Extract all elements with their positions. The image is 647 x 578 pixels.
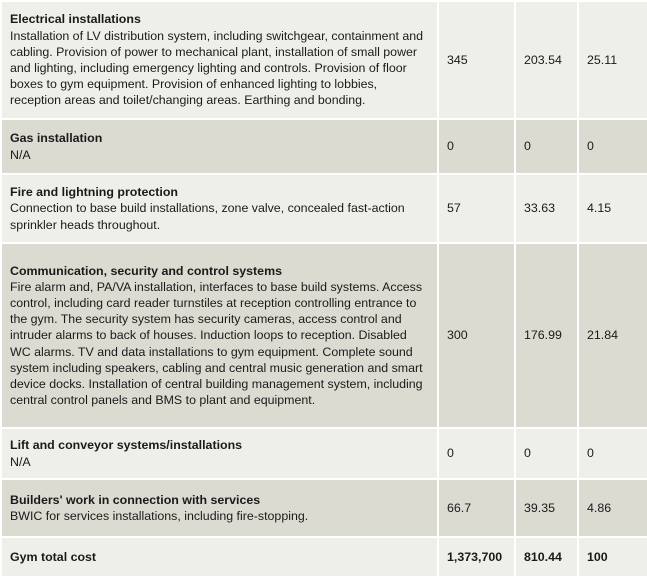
percent-cell: 25.11 [578,1,647,119]
row-description: BWIC for services installations, including fire-stopping. [10,509,309,523]
row-description-cell [1,428,438,479]
row-description-cell [1,479,438,537]
total-row [1,537,647,577]
percent-cell: 4.86 [578,479,647,537]
value-cell: 203.54 [515,1,578,119]
row-description-cell [1,119,438,174]
row-title: Communication, security and control systems [10,263,282,278]
table-row [1,243,647,428]
total-label: Gym total cost [1,537,438,577]
value-cell: 300 [438,243,515,428]
percent-cell: 21.84 [578,243,647,428]
value-cell: 345 [438,1,515,119]
value-cell: 39.35 [515,479,578,537]
row-description: Fire alarm and, PA/VA installation, interfaces to base build systems. Access control, including card reader turnstiles at reception controlling entrance to the gym. The security system has security cameras, access control and intruder alarms to back of houses. Induction loops to reception. Disabled WC alarms. TV and data installations to gym equipment. Complete sound system including speakers, cabling and central music generation and smart device docks. Installation of central building management system, including central control panels and BMS to plant and equipment. [10,279,423,408]
percent-cell: 0 [578,428,647,479]
row-description: Connection to base build installations, zone valve, concealed fast-action sprinkler heads throughout. [10,201,405,232]
value-cell: 0 [438,428,515,479]
row-description-cell [1,243,438,428]
row-title: Lift and conveyor systems/installations [10,438,243,453]
table-row [1,479,647,537]
total-percent-cell: 100 [578,537,647,577]
percent-cell: 4.15 [578,174,647,243]
table-row [1,174,647,243]
total-value-cell: 810.44 [515,537,578,577]
value-cell: 33.63 [515,174,578,243]
row-description: Installation of LV distribution system, including switchgear, containment and cabling. Provision of power to mechanical plant, installation of small power and lighting, including emergency lighting and controls. Provision of floor boxes to gym equipment. Provision of enhanced lighting to lobbies, reception areas and toilet/changing areas. Earthing and bonding. [10,28,424,108]
percent-cell: 0 [578,119,647,174]
value-cell: 66.7 [438,479,515,537]
row-title: Builders' work in connection with services [10,492,261,507]
row-description-cell [1,174,438,243]
value-cell: 0 [515,428,578,479]
row-description: N/A [10,454,31,469]
row-description-cell [1,1,438,119]
value-cell: 176.99 [515,243,578,428]
row-title: Fire and lightning protection [10,185,178,200]
row-title: Gas installation [10,131,103,146]
total-value-cell: 1,373,700 [438,537,515,577]
table-row [1,1,647,119]
row-description: N/A [10,147,31,162]
table-row [1,428,647,479]
row-title: Electrical installations [10,12,141,27]
table-row [1,119,647,174]
value-cell: 0 [515,119,578,174]
value-cell: 0 [438,119,515,174]
value-cell: 57 [438,174,515,243]
